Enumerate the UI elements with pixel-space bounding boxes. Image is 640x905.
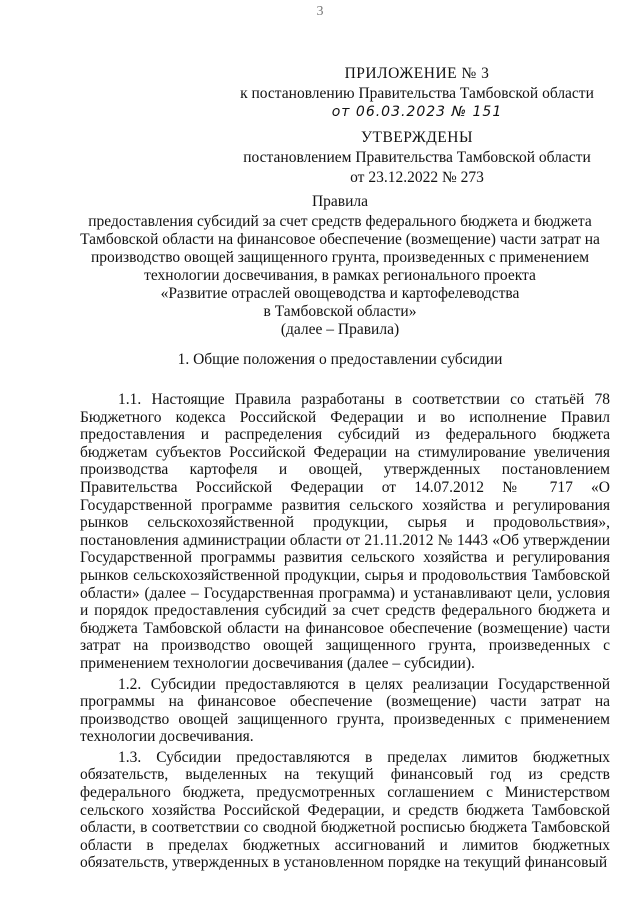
title-line: «Развитие отраслей овощеводства и картофелеводства <box>160 285 520 302</box>
handwritten-date-number: от 06.03.2023 № 151 <box>331 104 503 120</box>
title-line: (далее – Правила) <box>280 321 400 338</box>
title-line: технологии досвечивания, в рамках регионального проекта <box>144 267 536 284</box>
appendix-header <box>232 64 602 188</box>
section-heading: 1. Общие положения о предоставлении субсидии <box>177 351 503 368</box>
title-line: производство овощей защищенного грунта, произведенных с применением <box>90 249 590 266</box>
title-line: в Тамбовской области» <box>263 303 417 320</box>
document-title <box>70 193 610 339</box>
approved-date: от 23.12.2022 № 273 <box>350 169 484 186</box>
title-line: Тамбовской области на финансовое обеспечение (возмещение) части затрат на <box>80 231 600 248</box>
paragraph-1-1: 1.1. Настоящие Правила разработаны в соответствии со статьёй 78 Бюджетного кодекса Российской Федерации и во исполнение Правил предоставления и распределения субсидий из федерального бюджета бюджетам субъектов Российской Федерации на стимулирование увеличения производства картофеля и овощей, утвержденных постановлением Правительства Российской Федерации от 14.07.2012 № 717 «О Государственной программе развития сельского хозяйства и регулирования рынков сельскохозяйственной продукции, сырья и продовольствия», постановления администрации области от 21.11.2012 № 1443 «Об утверждении Государственной программы развития сельского хозяйства и регулирования рынков сельскохозяйственной продукции, сырья и продовольствия Тамбовской области» (далее – Государственная программа) и устанавливают цели, условия и порядок предоставления субсидий за счет средств федерального бюджета и бюджета Тамбовской области на финансовое обеспечение (возмещение) части затрат на производство овощей защищенного грунта, произведенных с применением технологии досвечивания (далее – субсидии). <box>80 391 610 672</box>
approved-by: постановлением Правительства Тамбовской области <box>243 149 591 166</box>
page-marker: 3 <box>316 4 324 19</box>
title-word: Правила <box>311 193 369 210</box>
document-body <box>80 391 610 875</box>
title-line: предоставления субсидий за счет средств федерального бюджета и бюджета <box>88 213 592 230</box>
appendix-reference: к постановлению Правительства Тамбовской области <box>240 85 594 102</box>
paragraph-1-3: 1.3. Субсидии предоставляются в пределах лимитов бюджетных обязательств, выделенных на текущий финансовый год из средств федерального бюджета, предусмотренных соглашением с Министерством сельского хозяйства Российской Федерации, и средств бюджета Тамбовской области, в соответствии со сводной бюджетной росписью бюджета Тамбовской области в пределах бюджетных ассигнований и лимитов бюджетных обязательств, утвержденных в установленном порядке на текущий финансовый <box>80 748 610 872</box>
appendix-title: ПРИЛОЖЕНИЕ № 3 <box>344 65 490 82</box>
approved-label: УТВЕРЖДЕНЫ <box>361 129 473 146</box>
paragraph-1-2: 1.2. Субсидии предоставляются в целях реализации Государственной программы на финансовое обеспечение (возмещение) части затрат на производство овощей защищенного грунта, произведенных с применением технологии досвечивания. <box>80 675 610 746</box>
